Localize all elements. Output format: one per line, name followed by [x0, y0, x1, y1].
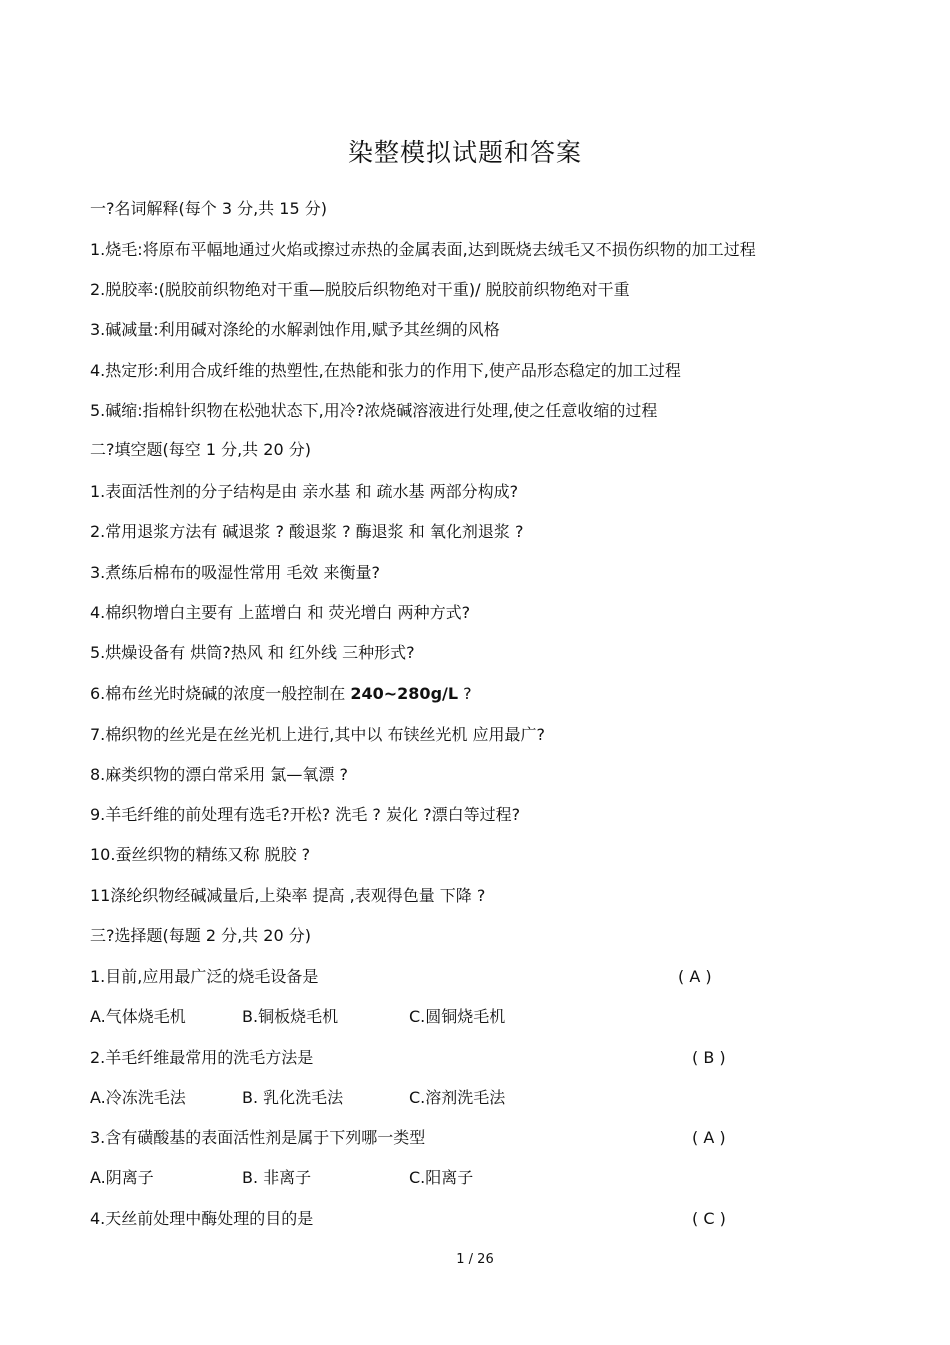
section-heading-fill-blank: 二?填空题(每空 1 分,共 20 分)	[90, 440, 311, 459]
question-answer: ( A )	[692, 1128, 726, 1147]
fill-blank-item: 9.羊毛纤维的前处理有选毛?开松? 洗毛 ? 炭化 ?漂白等过程?	[90, 805, 521, 824]
question-stem: 3.含有磺酸基的表面活性剂是属于下列哪一类型	[90, 1128, 426, 1147]
fill-blank-item: 10.蚕丝织物的精练又称 脱胶 ?	[90, 845, 311, 864]
question-stem: 2.羊毛纤维最常用的洗毛方法是	[90, 1048, 314, 1067]
fill-blank-item: 2.常用退浆方法有 碱退浆 ? 酸退浆 ? 酶退浆 和 氧化剂退浆 ?	[90, 522, 524, 541]
definition-item: 5.碱缩:指棉针织物在松弛状态下,用冷?浓烧碱溶液进行处理,使之任意收缩的过程	[90, 401, 658, 420]
definition-item: 1.烧毛:将原布平幅地通过火焰或擦过赤热的金属表面,达到既烧去绒毛又不损伤织物的加工过程	[90, 240, 756, 259]
fill-blank-text: 6.棉布丝光时烧碱的浓度一般控制在	[90, 684, 351, 703]
option-a: A.阴离子	[90, 1168, 154, 1187]
question-answer: ( B )	[692, 1048, 726, 1067]
fill-blank-item	[90, 683, 472, 705]
option-b: B. 乳化洗毛法	[242, 1088, 344, 1107]
option-b: B.铜板烧毛机	[242, 1007, 339, 1026]
question-stem: 1.目前,应用最广泛的烧毛设备是	[90, 967, 319, 986]
option-c: C.溶剂洗毛法	[409, 1088, 506, 1107]
fill-blank-answer: 240~280g/L	[350, 684, 459, 703]
option-c: C.圆铜烧毛机	[409, 1007, 506, 1026]
option-a: A.冷冻洗毛法	[90, 1088, 186, 1107]
document-title: 染整模拟试题和答案	[347, 138, 582, 167]
option-b: B. 非离子	[242, 1168, 312, 1187]
section-heading-definitions: 一?名词解释(每个 3 分,共 15 分)	[90, 199, 327, 218]
fill-blank-item: 3.煮练后棉布的吸湿性常用 毛效 来衡量?	[90, 563, 380, 582]
option-a: A.气体烧毛机	[90, 1007, 186, 1026]
option-c: C.阳离子	[409, 1168, 474, 1187]
definition-item: 2.脱胶率:(脱胶前织物绝对干重—脱胶后织物绝对干重)/ 脱胶前织物绝对干重	[90, 280, 630, 299]
question-answer: ( A )	[678, 967, 712, 986]
fill-blank-item: 1.表面活性剂的分子结构是由 亲水基 和 疏水基 两部分构成?	[90, 482, 519, 501]
fill-blank-text: ?	[458, 684, 472, 703]
page-number: 1 / 26	[456, 1252, 494, 1267]
definition-item: 3.碱减量:利用碱对涤纶的水解剥蚀作用,赋予其丝绸的风格	[90, 320, 500, 339]
fill-blank-item: 8.麻类织物的漂白常采用 氯—氧漂 ?	[90, 765, 348, 784]
definition-item: 4.热定形:利用合成纤维的热塑性,在热能和张力的作用下,使产品形态稳定的加工过程	[90, 361, 681, 380]
question-answer: ( C )	[692, 1209, 726, 1228]
fill-blank-item: 7.棉织物的丝光是在丝光机上进行,其中以 布铗丝光机 应用最广?	[90, 725, 546, 744]
question-stem: 4.天丝前处理中酶处理的目的是	[90, 1209, 314, 1228]
fill-blank-item: 5.烘燥设备有 烘筒?热风 和 红外线 三种形式?	[90, 643, 415, 662]
fill-blank-item: 11涤纶织物经碱减量后,上染率 提高 ,表观得色量 下降 ?	[90, 886, 486, 905]
fill-blank-item: 4.棉织物增白主要有 上蓝增白 和 荧光增白 两种方式?	[90, 603, 471, 622]
section-heading-multiple-choice: 三?选择题(每题 2 分,共 20 分)	[90, 926, 311, 945]
